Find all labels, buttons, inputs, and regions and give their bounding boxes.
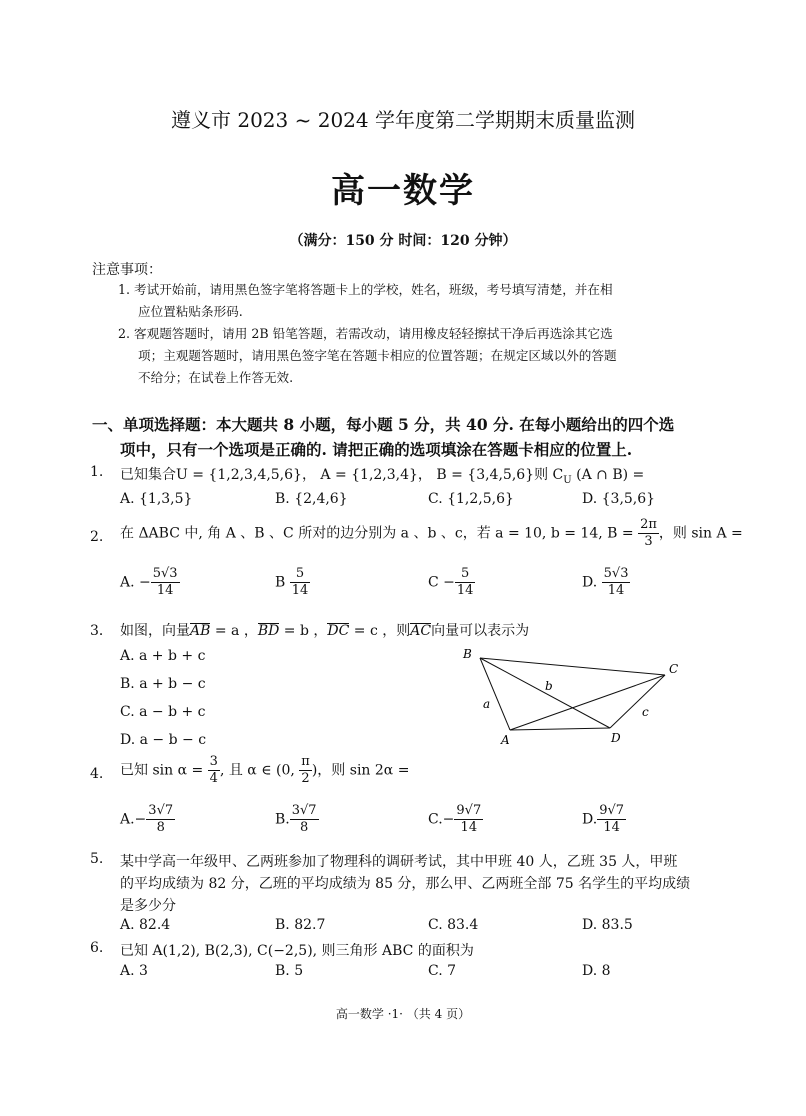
question-5-line: 某中学高一年级甲、乙两班参加了物理科的调研考试，其中甲班 40 人，乙班 35 人，甲班 — [120, 854, 678, 870]
question-4-stem: 已知 sin α = $\frac{3}{4}$ , 且 α ∈ (0, $\frac{\pi}{2}$ )，则 sin 2α = — [120, 754, 410, 786]
notice-line: 应位置粘贴条形码. — [138, 304, 243, 319]
question-number: 4. — [90, 766, 104, 782]
question-6-stem: 已知 A(1,2), B(2,3), C(−2,5), 则三角形 ABC 的面积为 — [120, 943, 474, 959]
segment-ba — [480, 658, 510, 730]
question-1-stem: 已知集合U = {1,2,3,4,5,6}， A = {1,2,3,4}， B = {3,4,5,6}则 $C_U$ (A ∩ B) = — [120, 467, 645, 486]
option-a: A. {1,3,5} — [120, 491, 193, 507]
option-d: D. a − b − c — [120, 732, 207, 748]
fraction: $\frac{2\pi}{3}$ — [640, 517, 657, 549]
question-number: 6. — [90, 940, 104, 956]
label-vec-b: b — [545, 679, 553, 693]
option-c: C. 7 — [428, 963, 457, 979]
option-d: D. {3,5,6} — [582, 491, 656, 507]
section-heading: 一、单项选择题：本大题共 8 小题，每小题 5 分，共 40 分. 在每小题给出的四个选 — [92, 415, 675, 434]
option-b: B $\frac{5}{14}$ — [275, 566, 309, 598]
notice-line: 1. 考试开始前，请用黑色签字笔将答题卡上的学校，姓名，班级，考号填写清楚，并在相 — [118, 282, 613, 297]
option-b: B. 5 — [275, 963, 304, 979]
option-c: C. {1,2,5,6} — [428, 491, 514, 507]
question-3-stem: 如图，向量AB = a ，BD = b ，DC = c ，则AC向量可以表示为 — [120, 623, 530, 639]
label-d: D — [611, 731, 621, 745]
page-footer: 高一数学 ·1· （共 4 页） — [335, 1007, 471, 1021]
option-a: A. 82.4 — [120, 917, 171, 933]
option-b: B. a + b − c — [120, 676, 206, 692]
label-b: B — [463, 647, 472, 661]
notice-line: 2. 客观题答题时，请用 2B 铅笔答题，若需改动，请用橡皮轻轻擦拭干净后再选涂其它选 — [118, 326, 613, 341]
option-c: C. 83.4 — [428, 917, 479, 933]
question-5-line: 是多少分 — [120, 898, 176, 914]
notice-line: 项；主观题答题时，请用黑色签字笔在答题卡相应的位置答题；在规定区域以外的答题 — [138, 348, 617, 363]
exam-info: （满分：150 分 时间：120 分钟） — [289, 233, 517, 249]
option-a: A. a + b + c — [120, 648, 206, 664]
segment-dc — [610, 675, 665, 728]
question-number: 1. — [90, 464, 104, 480]
option-a: A.− $\frac{3√7}{8}$ — [120, 803, 174, 835]
label-vec-c: c — [642, 705, 649, 719]
option-d: D. $\frac{5√3}{14}$ — [582, 566, 629, 598]
segment-ac — [510, 675, 665, 730]
exam-title: 遵义市 2023 ~ 2024 学年度第二学期期末质量监测 — [171, 108, 635, 132]
question-5-line: 的平均成绩为 82 分，乙班的平均成绩为 85 分，那么甲、乙两班全部 75 名学生的平均成绩 — [120, 876, 691, 892]
notice-line: 不给分；在试卷上作答无效. — [138, 370, 294, 385]
label-vec-a: a — [483, 697, 491, 711]
subject-title: 高一数学 — [331, 171, 475, 211]
option-c: C. a − b + c — [120, 704, 206, 720]
option-d: D. $\frac{9√7}{14}$ — [582, 803, 625, 835]
label-a: A — [501, 733, 510, 747]
question-number: 5. — [90, 851, 104, 867]
option-a: A. − $\frac{5√3}{14}$ — [120, 566, 178, 598]
option-c: C − $\frac{5}{14}$ — [428, 566, 474, 598]
question-number: 2. — [90, 529, 104, 545]
option-a: A. 3 — [120, 963, 148, 979]
label-c: C — [669, 662, 679, 676]
option-d: D. 83.5 — [582, 917, 633, 933]
option-d: D. 8 — [582, 963, 611, 979]
section-heading-cont: 项中，只有一个选项是正确的. 请把正确的选项填涂在答题卡相应的位置上. — [120, 440, 633, 459]
notice-heading: 注意事项： — [92, 262, 162, 278]
segment-ad — [510, 728, 610, 730]
option-b: B. {2,4,6} — [275, 491, 348, 507]
option-b: B. 82.7 — [275, 917, 326, 933]
option-b: B. $\frac{3√7}{8}$ — [275, 803, 317, 835]
vector-figure — [455, 640, 695, 750]
question-2-stem: 在 ΔABC 中, 角 A 、B 、C 所对的边分别为 a 、b 、c，若 a = 10, b = 14, B = $\frac{2\pi}{3}$ ，则 sin A = — [120, 517, 743, 549]
question-number: 3． — [90, 623, 113, 639]
option-c: C.− $\frac{9√7}{14}$ — [428, 803, 482, 835]
